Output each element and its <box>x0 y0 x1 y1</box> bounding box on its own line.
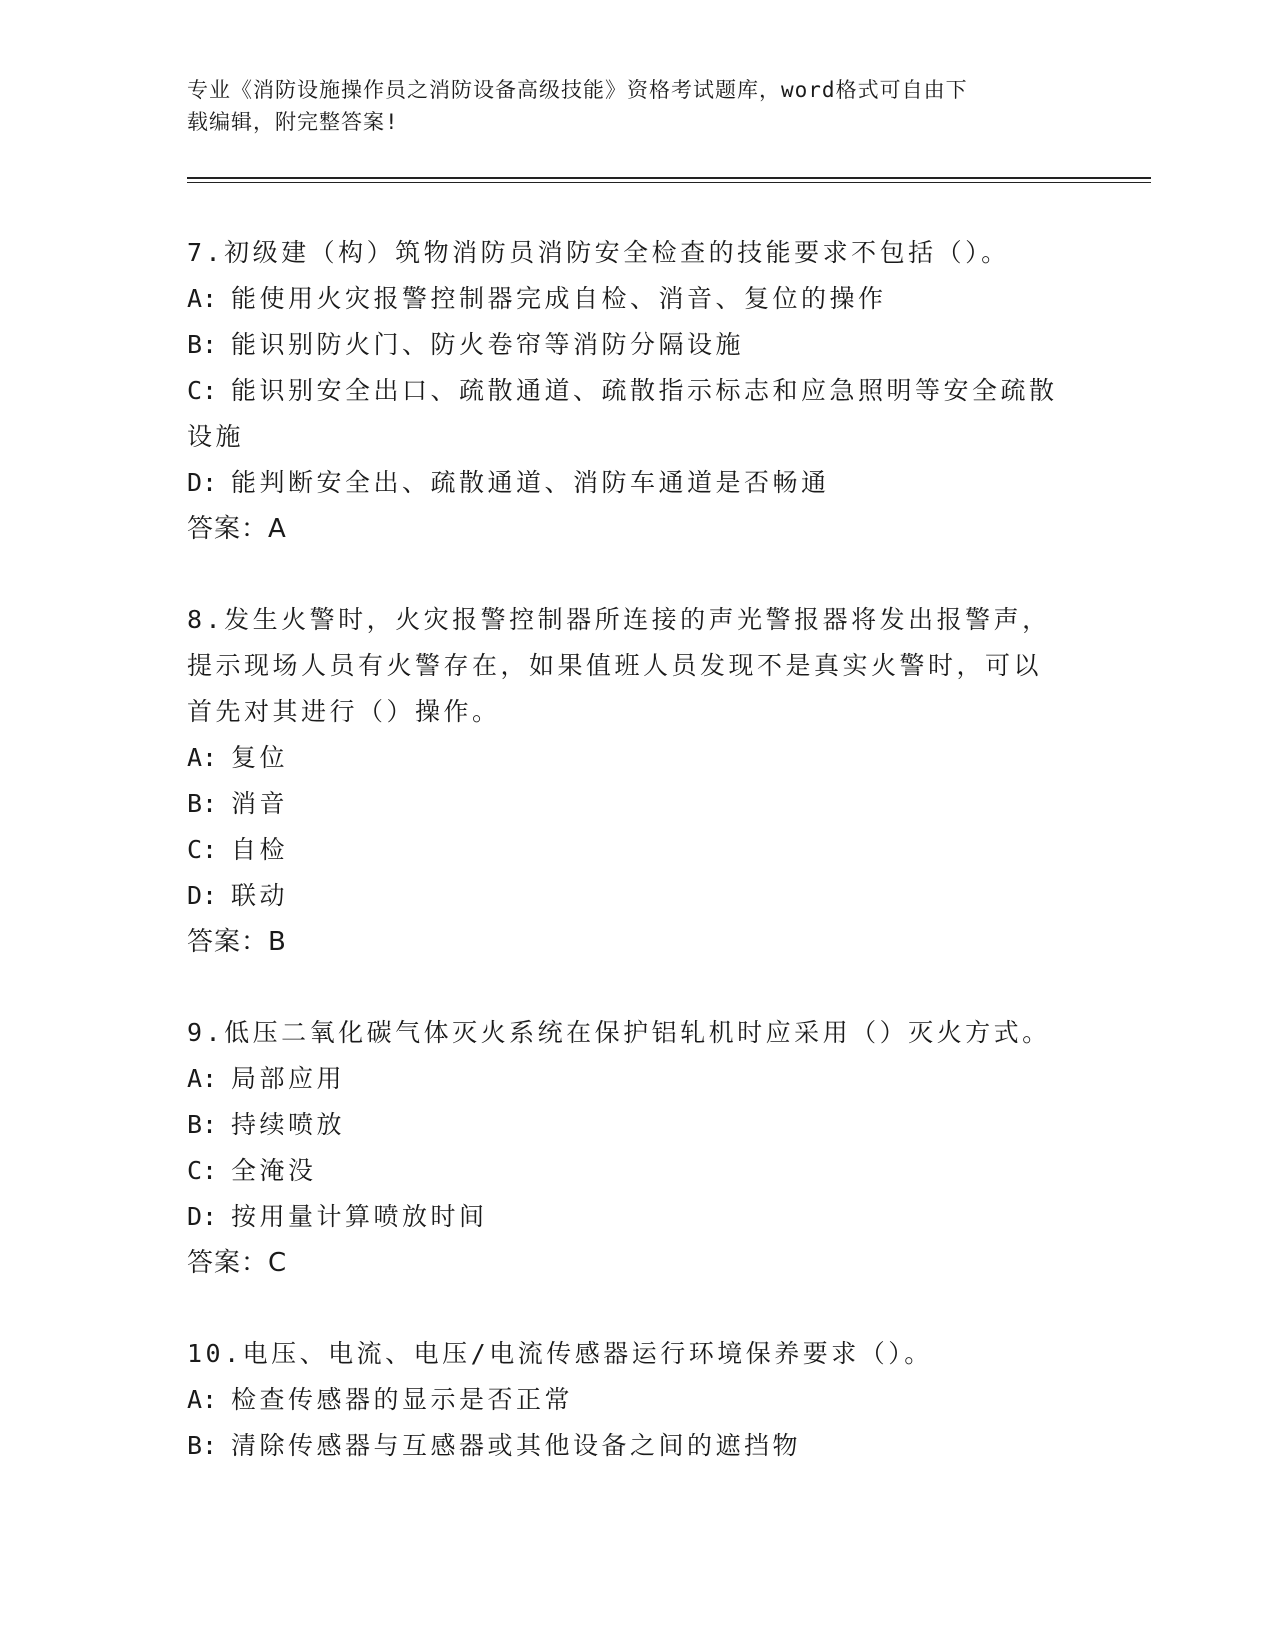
answer-option <box>187 1423 1087 1469</box>
option-key: D: <box>187 1202 218 1231</box>
option-key: B: <box>187 1110 218 1139</box>
header-divider <box>187 177 1151 183</box>
answer-option <box>187 873 1087 919</box>
question-stem-line: 提示现场人员有火警存在，如果值班人员发现不是真实火警时，可以 <box>187 651 1043 680</box>
question-stem-line: 9.低压二氧化碳气体灭火系统在保护铝轧机时应采用（）灭火方式。 <box>187 1018 1051 1047</box>
option-text: 消音 <box>231 789 289 818</box>
header-line-1: 专业《消防设施操作员之消防设备高级技能》资格考试题库，word格式可自由下 <box>187 78 968 102</box>
answer-key: 答案：B <box>187 927 287 957</box>
option-text: 能判断安全出、疏散通道、消防车通道是否畅通 <box>231 468 830 497</box>
option-key: D: <box>187 468 218 497</box>
answer-option <box>187 735 1087 781</box>
option-key: D: <box>187 881 218 910</box>
option-key: C: <box>187 835 218 864</box>
option-text: 自检 <box>231 835 289 864</box>
answer-option <box>187 827 1087 873</box>
answer-option <box>187 460 1087 506</box>
answer-option <box>187 1102 1087 1148</box>
question-stem-line: 首先对其进行（）操作。 <box>187 697 501 726</box>
answer-option <box>187 368 1087 414</box>
option-text: 联动 <box>231 881 289 910</box>
document-header <box>187 74 1067 138</box>
option-key: A: <box>187 1385 218 1414</box>
option-key: B: <box>187 1431 218 1460</box>
question-stem-line: 10.电压、电流、电压/电流传感器运行环境保养要求（）。 <box>187 1339 933 1368</box>
option-text: 全淹没 <box>231 1156 317 1185</box>
option-text: 能使用火灾报警控制器完成自检、消音、复位的操作 <box>231 284 887 313</box>
question-stem-line: 8.发生火警时，火灾报警控制器所连接的声光警报器将发出报警声， <box>187 605 1051 634</box>
question-block <box>187 597 1087 965</box>
question-list <box>187 230 1087 1514</box>
option-text: 按用量计算喷放时间 <box>231 1202 488 1231</box>
option-text: 能识别防火门、防火卷帘等消防分隔设施 <box>231 330 745 359</box>
option-text: 能识别安全出口、疏散通道、疏散指示标志和应急照明等安全疏散 <box>231 376 1058 405</box>
option-text-continued: 设施 <box>187 422 245 451</box>
option-key: A: <box>187 1064 218 1093</box>
option-text: 清除传感器与互感器或其他设备之间的遮挡物 <box>231 1431 802 1460</box>
option-key: C: <box>187 1156 218 1185</box>
answer-option <box>187 1194 1087 1240</box>
option-key: B: <box>187 789 218 818</box>
option-key: B: <box>187 330 218 359</box>
question-stem-line: 7.初级建（构）筑物消防员消防安全检查的技能要求不包括（）。 <box>187 238 1010 267</box>
answer-option <box>187 1377 1087 1423</box>
option-text: 复位 <box>231 743 289 772</box>
answer-key: 答案：C <box>187 1248 288 1278</box>
option-text: 局部应用 <box>231 1064 346 1093</box>
question-block <box>187 230 1087 552</box>
answer-option <box>187 781 1087 827</box>
answer-option <box>187 1148 1087 1194</box>
question-block <box>187 1010 1087 1286</box>
option-text: 持续喷放 <box>231 1110 346 1139</box>
question-block <box>187 1331 1087 1469</box>
answer-option <box>187 276 1087 322</box>
answer-option <box>187 322 1087 368</box>
option-key: A: <box>187 284 218 313</box>
answer-key: 答案：A <box>187 514 287 544</box>
answer-option <box>187 1056 1087 1102</box>
option-key: C: <box>187 376 218 405</box>
option-key: A: <box>187 743 218 772</box>
header-line-2: 载编辑，附完整答案! <box>187 110 399 134</box>
option-text: 检查传感器的显示是否正常 <box>231 1385 574 1414</box>
